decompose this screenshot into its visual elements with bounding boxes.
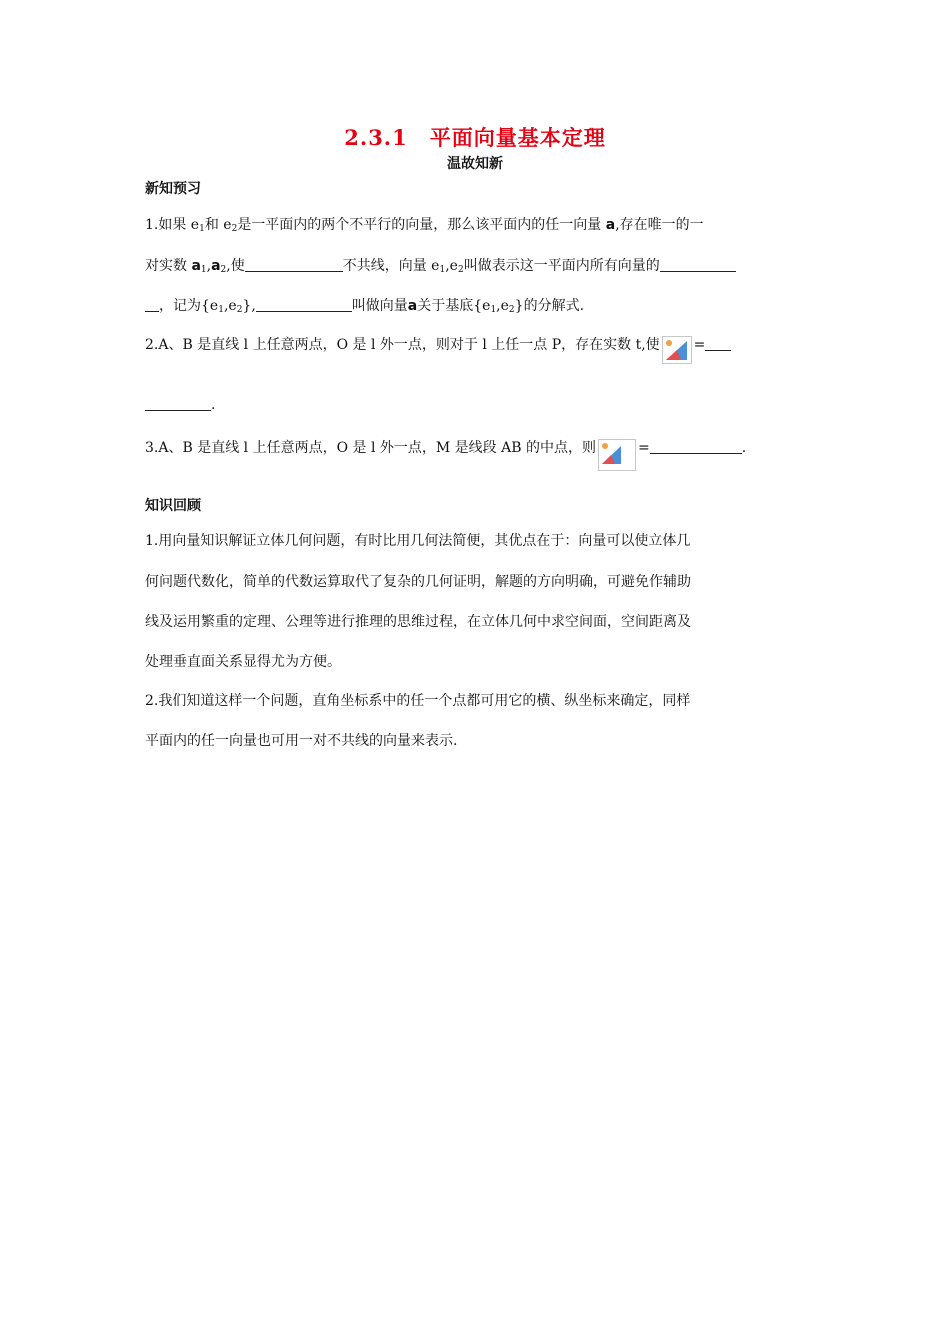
review-line: 平面内的任一向量也可用一对不共线的向量来表示. xyxy=(145,733,458,749)
answer-blank[interactable] xyxy=(660,257,736,272)
review-line: 2.我们知道这样一个问题，直角坐标系中的任一个点都可用它的横、纵坐标来确定，同样 xyxy=(145,693,691,709)
answer-blank[interactable] xyxy=(145,396,211,411)
review-line: 处理垂直面关系显得尤为方便。 xyxy=(145,654,341,670)
page-title: 2.3.1 平面向量基本定理 xyxy=(344,125,606,150)
item1-line1: 1.如果 $e_1$和 $e_2$是一平面内的两个不平行的向量，那么该平面内的任一向量 a,存在唯一的一 xyxy=(145,217,704,234)
item1-line3: ，记为$\{e_1,e_2\}$, 叫做向量a关于基底$\{e_1,e_2\}$的分解式. xyxy=(145,295,584,315)
answer-blank[interactable] xyxy=(145,297,159,312)
item1-line2: 对实数 $a_1,a_2$,使 不共线，向量 $e_1,e_2$叫做表示这一平面内所有向量的 xyxy=(145,255,736,275)
section-heading-review: 知识回顾 xyxy=(145,498,201,514)
answer-blank[interactable] xyxy=(245,257,343,272)
item3-line1: 3.A、B 是直线 l 上任意两点，O 是 l 外一点，M 是线段 AB 的中点，则 = . xyxy=(145,437,746,471)
review-line: 1.用向量知识解证立体几何问题，有时比用几何法简便，其优点在于：向量可以使立体几 xyxy=(145,533,691,549)
answer-blank[interactable] xyxy=(705,336,731,351)
item2-line2: . xyxy=(145,396,215,413)
page-subtitle: 温故知新 xyxy=(447,156,503,172)
broken-image-icon xyxy=(662,336,692,364)
answer-blank[interactable] xyxy=(650,439,742,454)
review-line: 何问题代数化，简单的代数运算取代了复杂的几何证明，解题的方向明确，可避免作辅助 xyxy=(145,574,691,590)
section-heading-preview: 新知预习 xyxy=(145,181,201,197)
review-line: 线及运用繁重的定理、公理等进行推理的思维过程，在立体几何中求空间面，空间距离及 xyxy=(145,614,691,630)
item2-line1: 2.A、B 是直线 l 上任意两点，O 是 l 外一点，则对于 l 上任一点 P，存在实数 t,使 = xyxy=(145,334,731,364)
broken-image-icon xyxy=(598,439,636,471)
answer-blank[interactable] xyxy=(256,297,352,312)
